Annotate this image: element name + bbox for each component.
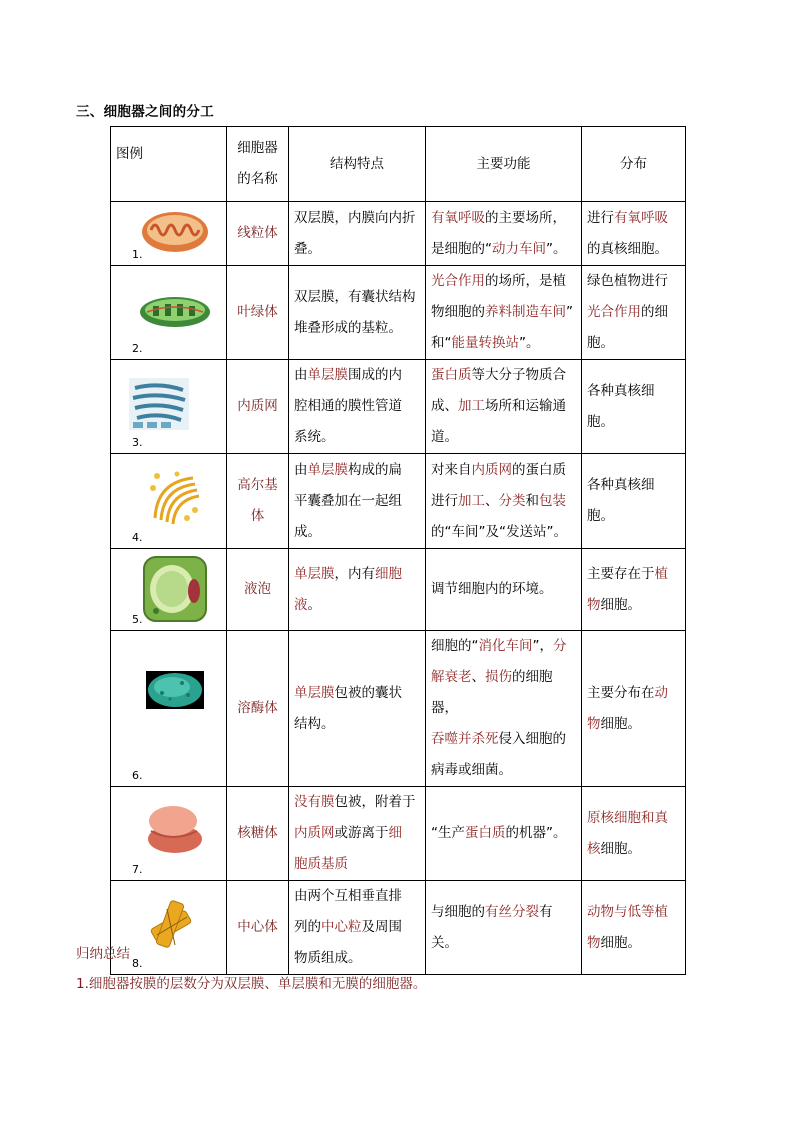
cell-line (294, 203, 420, 234)
header-name-line1: 细胞器 (237, 140, 278, 156)
row-number: 2. (132, 342, 143, 355)
cell-line (294, 486, 420, 517)
table-row (111, 787, 686, 881)
text-segment: 与细胞的 (431, 903, 485, 920)
text-segment: 由 (294, 461, 308, 478)
function-cell (426, 202, 582, 266)
text-segment: 。 (307, 596, 321, 613)
cell-line (431, 897, 576, 959)
highlight-term: 加工 (458, 492, 485, 509)
cell-line (294, 455, 420, 486)
mitochondrion-image (141, 210, 209, 254)
row-number: 4. (132, 531, 143, 544)
highlight-term: 中心粒 (321, 919, 362, 935)
highlight-term: 蛋白质 (431, 367, 472, 383)
text-segment: 的主要场所， (485, 209, 566, 226)
structure-cell (289, 631, 426, 787)
summary-line: 1.细胞器按膜的层数分为双层膜、单层膜和无膜的细胞器。 (76, 976, 427, 992)
distribution-cell (582, 881, 686, 975)
image-cell (111, 454, 227, 549)
organelle-name (227, 631, 289, 787)
text-segment: 细胞的“ (431, 638, 479, 654)
text-segment: 双层膜，有囊状结构 (294, 288, 416, 305)
organelle-name-line: 核糖体 (237, 825, 278, 841)
text-segment: ，内有 (334, 565, 375, 582)
table-row (111, 202, 686, 266)
highlight-term: 分 (553, 638, 567, 654)
text-segment: 系统。 (294, 429, 335, 445)
distribution-cell (582, 549, 686, 631)
text-segment: ”， (532, 638, 553, 654)
cell-line (587, 376, 680, 438)
row-number: 5. (132, 613, 143, 626)
vacuole-image (142, 555, 208, 623)
cell-line (587, 897, 680, 928)
highlight-term: 动物与低等植 (587, 903, 668, 920)
text-segment: 成。 (294, 523, 321, 540)
organelle-name-line: 内质网 (237, 398, 278, 414)
row-number: 7. (132, 863, 143, 876)
cell-line (587, 297, 680, 328)
organelle-name-line: 体 (250, 508, 265, 524)
distribution-cell (582, 454, 686, 549)
text-segment: 平囊叠加在一起组 (294, 492, 402, 509)
cell-line (587, 559, 680, 590)
image-cell (111, 360, 227, 454)
text-segment: 的细 (641, 304, 668, 320)
text-segment: 调节细胞内的环境。 (431, 581, 553, 597)
highlight-term: 消化车间 (478, 638, 533, 654)
text-segment: 围成的内 (348, 367, 402, 383)
highlight-term: 单层膜 (307, 461, 348, 478)
summary-title: 归纳总结 (76, 946, 130, 962)
text-segment: 绿色植物进行 (587, 273, 668, 289)
function-cell (426, 360, 582, 454)
text-segment: 列的 (294, 919, 321, 935)
row-number: 6. (132, 769, 143, 782)
cell-line (587, 928, 680, 959)
function-cell (426, 266, 582, 360)
text-segment: ”。 (519, 335, 540, 351)
highlight-term: 物 (587, 934, 601, 951)
text-segment: 主要存在于 (587, 565, 655, 582)
text-segment: 细胞。 (600, 840, 641, 857)
cell-line (431, 517, 576, 548)
cell-line (587, 803, 680, 834)
text-segment: 堆叠形成的基粒。 (294, 319, 402, 336)
cell-line (294, 559, 420, 621)
cell-line (587, 678, 680, 709)
cell-line (587, 834, 680, 865)
text-segment: 的细胞器， (431, 669, 553, 716)
cell-line (294, 881, 420, 912)
table-row (111, 631, 686, 787)
text-segment: 各种真核细胞。 (587, 382, 655, 430)
ribosome-image (145, 803, 203, 855)
cell-line (294, 360, 420, 391)
highlight-term: 细胞液 (294, 565, 402, 613)
text-segment: 由 (294, 367, 308, 383)
text-segment: 的“车间”及“发送站”。 (431, 523, 567, 540)
header-distribution: 分布 (582, 127, 686, 202)
text-segment: “生产 (431, 825, 465, 841)
organelle-name (227, 202, 289, 266)
highlight-term: 原核细胞和真 (587, 809, 668, 826)
organelle-name (227, 360, 289, 454)
section-title: 三、细胞器之间的分工 (76, 104, 214, 120)
highlight-term: 单层膜 (307, 367, 348, 383)
organelle-name-line: 高尔基 (237, 477, 278, 493)
highlight-term: 蛋白质 (465, 825, 506, 841)
text-segment: 包被的囊状 (334, 684, 402, 701)
highlight-term: 植 (654, 565, 668, 582)
structure-cell (289, 202, 426, 266)
cell-line (294, 313, 420, 344)
text-segment: 由两个互相垂直排 (294, 888, 402, 904)
highlight-term: 有氧呼吸 (614, 209, 668, 226)
organelle-name-line: 线粒体 (237, 225, 278, 241)
text-segment: 包被，附着于 (334, 794, 416, 810)
cell-line (294, 849, 420, 880)
text-segment: 等大分子物质合 (471, 367, 566, 383)
highlight-term: 光合作用 (431, 273, 485, 289)
row-number: 8. (132, 957, 143, 970)
cell-line (431, 724, 576, 755)
organelle-table (110, 126, 686, 975)
header-function: 主要功能 (426, 127, 582, 202)
text-segment: 、 (485, 492, 499, 509)
text-segment: 、 (471, 669, 485, 685)
highlight-term: 物 (587, 715, 601, 732)
centriole-image (147, 895, 195, 957)
text-segment: 进行 (587, 209, 614, 226)
text-segment: 的机器”。 (505, 825, 567, 841)
function-cell (426, 787, 582, 881)
image-cell (111, 266, 227, 360)
table-row (111, 549, 686, 631)
cell-line (431, 297, 576, 328)
highlight-term: 内质网 (294, 825, 335, 841)
text-segment: 腔相通的膜性管道 (294, 398, 402, 414)
cell-line (431, 818, 576, 849)
cell-line (294, 422, 420, 453)
highlight-term: 光合作用 (587, 304, 641, 320)
highlight-term: 包装 (539, 492, 566, 509)
text-segment: 或游离于 (334, 825, 389, 841)
header-image: 图例 (111, 127, 227, 202)
structure-cell (289, 454, 426, 549)
cell-line (294, 787, 420, 818)
highlight-term: 吞噬并杀死 (431, 731, 499, 747)
organelle-name (227, 549, 289, 631)
cell-line (587, 328, 680, 359)
function-cell (426, 454, 582, 549)
structure-cell (289, 360, 426, 454)
table-row (111, 454, 686, 549)
cell-line (431, 486, 576, 517)
cell-line (431, 203, 576, 234)
cell-line (431, 631, 576, 662)
highlight-term: 单层膜 (294, 565, 335, 582)
text-segment: 细胞。 (600, 934, 641, 951)
organelle-name (227, 787, 289, 881)
text-segment: 物质组成。 (294, 950, 362, 966)
image-cell (111, 549, 227, 631)
cell-line (431, 328, 576, 359)
text-segment: ”。 (546, 240, 567, 257)
highlight-term: 损伤 (485, 669, 512, 685)
highlight-term: 动 (654, 684, 668, 701)
cell-line (587, 203, 680, 234)
text-segment: 构成的扁 (348, 461, 402, 478)
text-segment: 的蛋白质 (512, 461, 566, 478)
text-segment: 和 (525, 492, 539, 509)
header-structure: 结构特点 (289, 127, 426, 202)
cell-line (431, 234, 576, 265)
organelle-name (227, 266, 289, 360)
cell-line (294, 818, 420, 849)
text-segment: 双层膜，内膜向内折 (294, 209, 416, 226)
function-cell (426, 631, 582, 787)
highlight-term: 物 (587, 596, 601, 613)
organelle-name (227, 454, 289, 549)
cell-line (587, 266, 680, 297)
row-number: 3. (132, 436, 143, 449)
text-segment: 成、 (431, 398, 458, 414)
cell-line (294, 709, 420, 740)
highlight-term: 养料制造车间 (485, 304, 566, 320)
cell-line (431, 360, 576, 391)
image-cell (111, 631, 227, 787)
cell-line (294, 912, 420, 943)
text-segment: 场所和运输通 (485, 398, 566, 414)
highlight-term: 有氧呼吸 (431, 209, 485, 226)
organelle-name-line: 中心体 (237, 919, 278, 935)
highlight-term: 内质网 (471, 461, 512, 478)
organelle-name-line: 溶酶体 (237, 700, 278, 716)
text-segment: 的场所，是植 (485, 273, 566, 289)
text-segment: 进行 (431, 492, 458, 509)
table-row (111, 360, 686, 454)
cell-line (431, 455, 576, 486)
text-segment: 及周围 (361, 919, 402, 935)
text-segment: 道。 (431, 429, 458, 445)
function-cell (426, 881, 582, 975)
highlight-term: 细 (388, 825, 402, 841)
table-row (111, 881, 686, 975)
lysosome-image (146, 671, 204, 709)
cell-line (294, 517, 420, 548)
text-segment: 细胞。 (600, 596, 641, 613)
distribution-cell (582, 787, 686, 881)
cell-line (431, 266, 576, 297)
highlight-term: 核 (587, 840, 601, 857)
cell-line (587, 709, 680, 740)
text-segment: 细胞。 (600, 715, 641, 732)
highlight-term: 胞质基质 (294, 856, 348, 872)
distribution-cell (582, 266, 686, 360)
structure-cell (289, 549, 426, 631)
table-row (111, 266, 686, 360)
text-segment: 对来自 (431, 461, 472, 478)
table-header-row (111, 127, 686, 202)
text-segment: 胞。 (587, 335, 614, 351)
row-number: 1. (132, 248, 143, 261)
cell-line (294, 282, 420, 313)
text-segment: 各种真核细胞。 (587, 477, 655, 524)
highlight-term: 没有膜 (294, 794, 335, 810)
organelle-name-line: 液泡 (244, 581, 271, 597)
cell-line (294, 678, 420, 709)
highlight-term: 解衰老 (431, 669, 472, 685)
text-segment: 病毒或细菌。 (431, 762, 512, 778)
image-cell (111, 202, 227, 266)
cell-line (431, 422, 576, 453)
cell-line (431, 391, 576, 422)
cell-line (587, 470, 680, 532)
cell-line (294, 234, 420, 265)
structure-cell (289, 881, 426, 975)
image-cell (111, 787, 227, 881)
text-segment: 的真核细胞。 (587, 240, 668, 257)
text-segment: 物细胞的 (431, 304, 485, 320)
text-segment: 叠。 (294, 240, 321, 257)
cell-line (431, 755, 576, 786)
organelle-name (227, 881, 289, 975)
cell-line (294, 391, 420, 422)
structure-cell (289, 266, 426, 360)
golgi-apparatus-image (147, 468, 201, 528)
highlight-term: 单层膜 (294, 684, 335, 701)
highlight-term: 分类 (498, 492, 526, 509)
text-segment: 结构。 (294, 715, 335, 732)
structure-cell (289, 787, 426, 881)
chloroplast-image (139, 294, 211, 328)
text-segment: 侵入细胞的 (498, 731, 566, 747)
text-segment: 和“ (431, 335, 452, 351)
highlight-term: 能量转换站 (451, 335, 519, 351)
distribution-cell (582, 360, 686, 454)
header-name (227, 127, 289, 202)
cell-line (431, 574, 576, 605)
highlight-term: 有丝分裂 (485, 903, 539, 920)
cell-line (431, 662, 576, 724)
endoplasmic-reticulum-image (129, 378, 189, 430)
text-segment: 是细胞的“ (431, 240, 492, 257)
text-segment: 有关。 (431, 903, 553, 951)
highlight-term: 加工 (458, 398, 485, 414)
function-cell (426, 549, 582, 631)
cell-line (587, 590, 680, 621)
highlight-term: 动力车间 (492, 240, 546, 257)
text-segment: ” (566, 304, 573, 320)
organelle-name-line: 叶绿体 (237, 304, 278, 320)
distribution-cell (582, 631, 686, 787)
text-segment: 主要分布在 (587, 684, 655, 701)
header-name-line2: 的名称 (237, 171, 278, 187)
cell-line (587, 234, 680, 265)
cell-line (294, 943, 420, 974)
distribution-cell (582, 202, 686, 266)
